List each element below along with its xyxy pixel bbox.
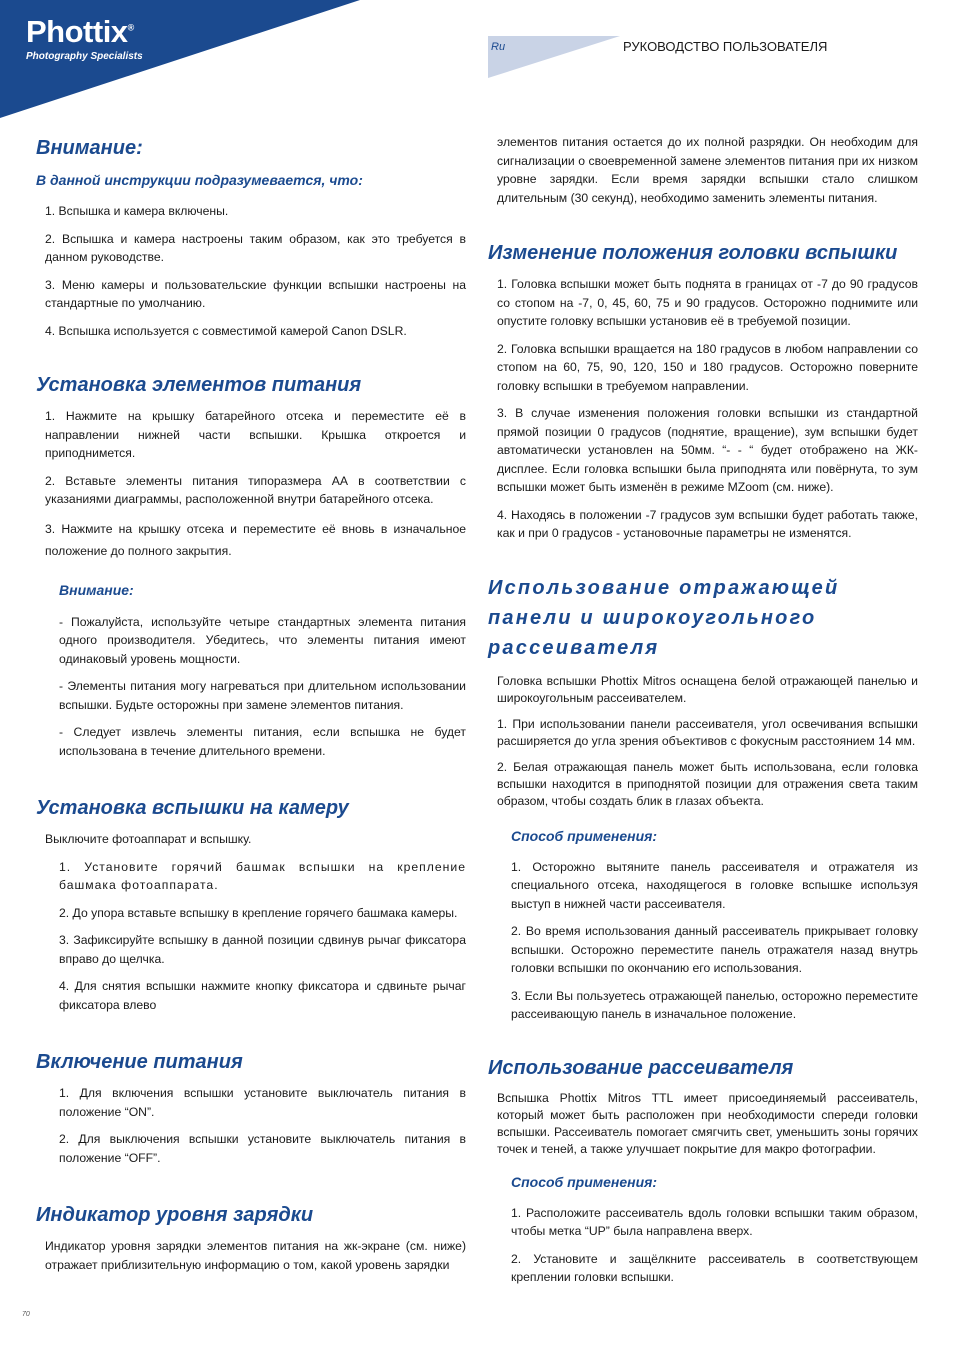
list-item: 2. Белая отражающая панель может быть использована, если головка вспышки находится в приподнятой позиции для отражения света таким образом, чтобы создать блик в глазах объекта. <box>497 759 918 808</box>
mount-title: Установка вспышки на камеру <box>36 797 349 819</box>
list-item: 2. Для выключения вспышки установите выключатель питания в положение “OFF”. <box>59 1132 466 1165</box>
batteries-note-title: Внимание: <box>59 581 134 598</box>
list-item: 3. Зафиксируйте вспышку в данной позиции сдвинув рычаг фиксатора вправо до щелчка. <box>59 933 466 966</box>
list-item: 3. Нажмите на крышку отсека и переместите её вновь в изначальное положение до полного закрытия. <box>45 521 466 558</box>
list-item: 2. Во время использования данный рассеиватель прикрывает головку вспышки. Осторожно переместите панель отражателя назад внутрь головки вспышки по окончанию его использования. <box>511 924 918 975</box>
attention-title: Внимание: <box>36 137 143 159</box>
diffuser-method-title: Способ применения: <box>511 1173 658 1190</box>
list-item: 3. Меню камеры и пользовательские функции вспышки настроены на стандартные по умолчанию. <box>45 277 466 310</box>
brand-logo <box>26 14 134 50</box>
battery-level-continued: элементов питания остается до их полной разрядки. Он необходим для сигнализации о своевременной замене элементов питания при их низком уровне зарядки. Если время зарядки вспышки стало слишком длительным (30 секунд), необходимо заменить элементы питания. <box>497 135 918 205</box>
list-item: 1. Вспышка и камера включены. <box>45 204 229 218</box>
diffuser-title: Использование рассеивателя <box>488 1056 794 1079</box>
list-item: 1. Установите горячий башмак вспышки на крепление башмака фотоаппарата. <box>59 859 466 892</box>
battery-level-text: Индикатор уровня зарядки элементов питания на жк-экране (см. ниже) отражает приблизительную информацию о том, какой уровень зарядки <box>45 1239 466 1272</box>
reflector-method-title: Способ применения: <box>511 827 658 844</box>
list-item: Головка вспышки Phottix Mitros оснащена белой отражающей панелью и широкоугольным рассеивателем. <box>497 673 918 705</box>
list-item: 2. До упора вставьте вспышку в крепление горячего башмака камеры. <box>59 905 458 920</box>
battery-level-title: Индикатор уровня зарядки <box>36 1204 314 1226</box>
list-item: 2. Головка вспышки вращается на 180 градусов в любом направлении со стопом на 60, 75, 90, 120, 150 и 180 градусов. Осторожно поверните головку вспышки в требуемом направлении. <box>497 341 918 393</box>
right-column <box>488 133 918 1296</box>
list-item: 4. Для снятия вспышки нажмите кнопку фиксатора и сдвиньте рычаг фиксатора влево <box>59 979 466 1012</box>
batteries-title: Установка элементов питания <box>36 374 362 396</box>
list-item: 2. Вспышка и камера настроены таким образом, как это требуется в данном руководстве. <box>45 231 466 264</box>
language-code: Ru <box>491 41 506 53</box>
brand-name: Phottix <box>26 14 128 49</box>
diffuser-text: Вспышка Phottix Mitros TTL имеет присоединяемый рассеиватель, который может быть расположен при необходимости спереди головки вспышки. Рассеиватель помогает смягчить свет, уменьшить зоны горячих точек и теней, а также улучшает покрытие для макро фотографии. <box>497 1090 918 1156</box>
attention-subtitle: В данной инструкции подразумевается, что: <box>36 172 363 188</box>
page-number: 70 <box>22 1311 30 1318</box>
list-item: 1. Для включения вспышки установите выключатель питания в положение “ON”. <box>59 1086 466 1119</box>
list-item: 1. Осторожно вытяните панель рассеивателя и отражателя из специального отсека, находящегося в головке вспышке используя выступ в нижней части рассеивателя. <box>511 859 918 911</box>
list-item: 3. Если Вы пользуетесь отражающей панелью, осторожно переместите рассеивающую панель в изначальное положение. <box>511 988 918 1021</box>
list-item: 2. Установите и защёлкните рассеиватель в соответствующем креплении головки вспышки. <box>511 1251 918 1284</box>
list-item: 1. Расположите рассеиватель вдоль головки вспышки таким образом, чтобы метка “UP” была направлена вверх. <box>511 1205 918 1238</box>
list-item: 2. Вставьте элементы питания типоразмера АА в соответствии с указаниями диаграммы, расположенной внутри батарейного отсека. <box>45 473 466 506</box>
list-item: 1. Нажмите на крышку батарейного отсека и переместите её в направлении нижней части вспышки. Крышка откроется и приподнимется. <box>45 409 466 460</box>
note-item: - Пожалуйста, используйте четыре стандартных элемента питания одного производителя. Убедитесь, что элементы питания имеют одинаковый уровень мощности. <box>59 614 466 666</box>
note-item: - Элементы питания могу нагреваться при длительном использовании вспышки. Будьте осторожны при замене элементов питания. <box>59 679 466 712</box>
list-item: 1. Головка вспышки может быть поднята в границах от -7 до 90 градусов со стопом на -7, 0, 45, 60, 75 и 90 градусов. Осторожно поднимите или опустите головку вспышки установив её в требуемой позиции. <box>497 277 918 328</box>
list-item: 4. Вспышка используется с совместимой камерой Canon DSLR. <box>45 323 407 338</box>
list-item: 4. Находясь в положении -7 градусов зум вспышки будет работать также, как и при 0 градусов - установочные параметры не изменятся. <box>497 507 918 540</box>
head-position-title: Изменение положения головки вспышки <box>488 242 898 264</box>
power-title: Включение питания <box>36 1051 243 1073</box>
note-item: - Следует извлечь элементы питания, если вспышка не будет использована в течение длительного времени. <box>59 725 466 758</box>
registered-mark: ® <box>127 22 134 33</box>
header-title: РУКОВОДСТВО ПОЛЬЗОВАТЕЛЯ <box>623 39 828 54</box>
brand-tagline: Photography Specialists <box>26 51 143 62</box>
mount-intro: Выключите фотоаппарат и вспышку. <box>45 832 252 846</box>
reflector-title: Использование отражающей панели и широкоугольного рассеивателя <box>488 576 840 659</box>
language-tab <box>488 36 620 78</box>
left-column <box>36 136 466 1283</box>
list-item: 1. При использовании панели рассеивателя, угол освечивания вспышки расширяется до угла зрения объективов с фокусным расстоянием 14 мм. <box>497 716 918 748</box>
list-item: 3. В случае изменения положения головки вспышки из стандартной прямой позиции 0 градусов (поднятие, вращение), зум вспышки будет автоматически установлен на 50мм. “- - “ будет отображено на ЖК-дисплее. Если головка вспышки была приподнята или повёрнута, то зум вспышки может быть изменён в режиме MZoom (см. ниже). <box>497 406 918 494</box>
